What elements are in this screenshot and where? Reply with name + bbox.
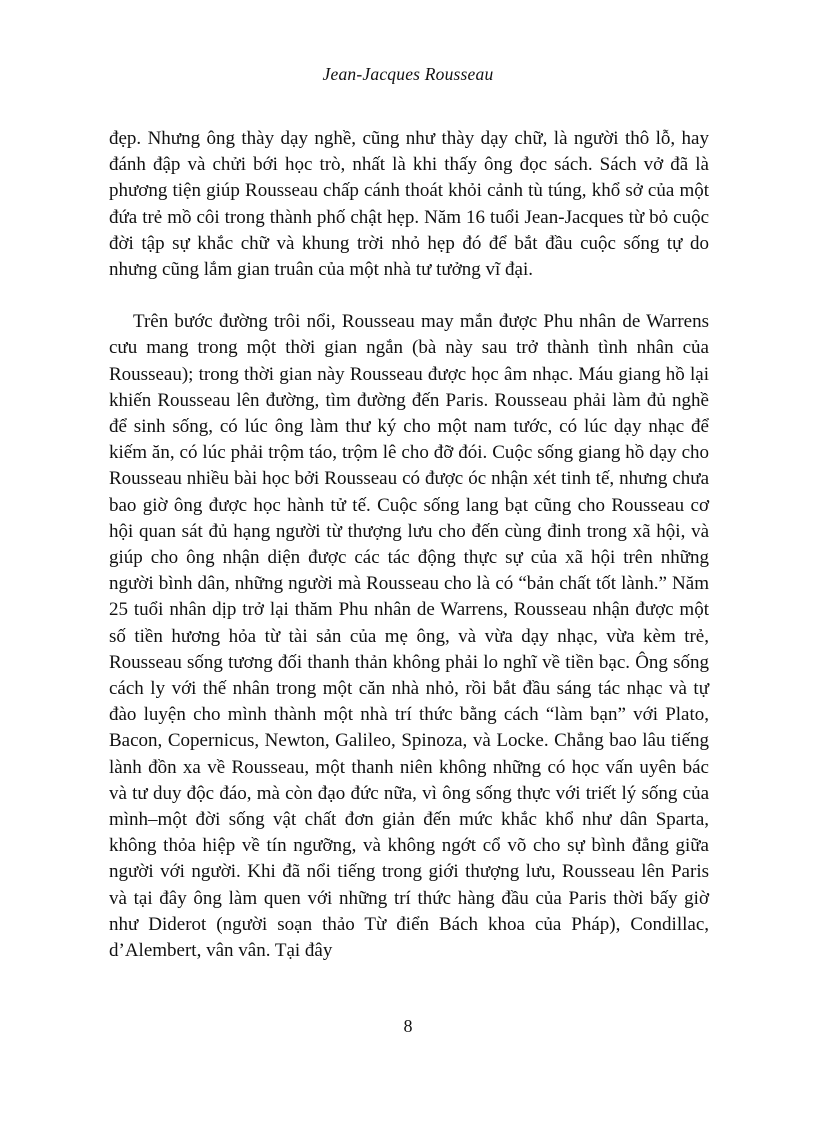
running-header: Jean-Jacques Rousseau <box>322 64 494 84</box>
page-body <box>109 126 709 964</box>
paragraph: Trên bước đường trôi nổi, Rousseau may mắn được Phu nhân de Warrens cưu mang trong một thời gian ngắn (bà này sau trở thành tình nhân của Rousseau); trong thời gian này Rousseau được học âm nhạc. Máu giang hồ lại khiến Rousseau lên đường, tìm đường đến Paris. Rousseau phải làm đủ nghề để sinh sống, có lúc ông làm thư ký cho một nam tước, có lúc dạy nhạc để kiếm ăn, có lúc phải trộm táo, trộm lê cho đỡ đói. Cuộc sống giang hồ dạy cho Rousseau nhiều bài học bởi Rousseau có được óc nhận xét tinh tế, nhưng chưa bao giờ ông được học hành tử tế. Cuộc sống lang bạt cũng cho Rousseau cơ hội quan sát đủ hạng người từ thượng lưu cho đến cùng đinh trong xã hội, và giúp cho ông nhận diện được các tác động thực sự của xã hội trên những người bình dân, những người mà Rousseau cho là có “bản chất tốt lành.” Năm 25 tuổi nhân dịp trở lại thăm Phu nhân de Warrens, Rousseau nhận được một số tiền hương hỏa từ tài sản của mẹ ông, và vừa dạy nhạc, vừa kèm trẻ, Rousseau sống tương đối thanh thản không phải lo nghĩ về tiền bạc. Ông sống cách ly với thế nhân trong một căn nhà nhỏ, rồi bắt đầu sáng tác nhạc và tự đào luyện cho mình thành một nhà trí thức bằng cách “làm bạn” với Plato, Bacon, Copernicus, Newton, Galileo, Spinoza, và Locke. Chẳng bao lâu tiếng lành đồn xa về Rousseau, một thanh niên không những có học vấn uyên bác và tư duy độc đáo, mà còn đạo đức nữa, vì ông sống thực với triết lý sống của mình–một đời sống vật chất đơn giản đến mức khắc khổ như dân Sparta, không thỏa hiệp về tín ngưỡng, và không ngớt cổ võ cho sự bình đẳng giữa người với người. Khi đã nổi tiếng trong giới thượng lưu, Rousseau lên Paris và tại đây ông làm quen với những trí thức hàng đầu của Paris thời bấy giờ như Diderot (người soạn thảo Từ điển Bách khoa của Pháp), Condillac, d’Alembert, vân vân. Tại đây <box>109 311 709 962</box>
paragraph: đẹp. Nhưng ông thày dạy nghề, cũng như thày dạy chữ, là người thô lỗ, hay đánh đập và chửi bới học trò, nhất là khi thấy ông đọc sách. Sách vở đã là phương tiện giúp Rousseau chấp cánh thoát khỏi cảnh tù túng, khổ sở của một đứa trẻ mồ côi trong thành phố chật hẹp. Năm 16 tuổi Jean-Jacques từ bỏ cuộc đời tập sự khắc chữ và khung trời nhỏ hẹp đó để bắt đầu cuộc sống tự do nhưng cũng lắm gian truân của một nhà tư tưởng vĩ đại. <box>109 128 709 281</box>
page-number: 8 <box>403 1016 413 1036</box>
